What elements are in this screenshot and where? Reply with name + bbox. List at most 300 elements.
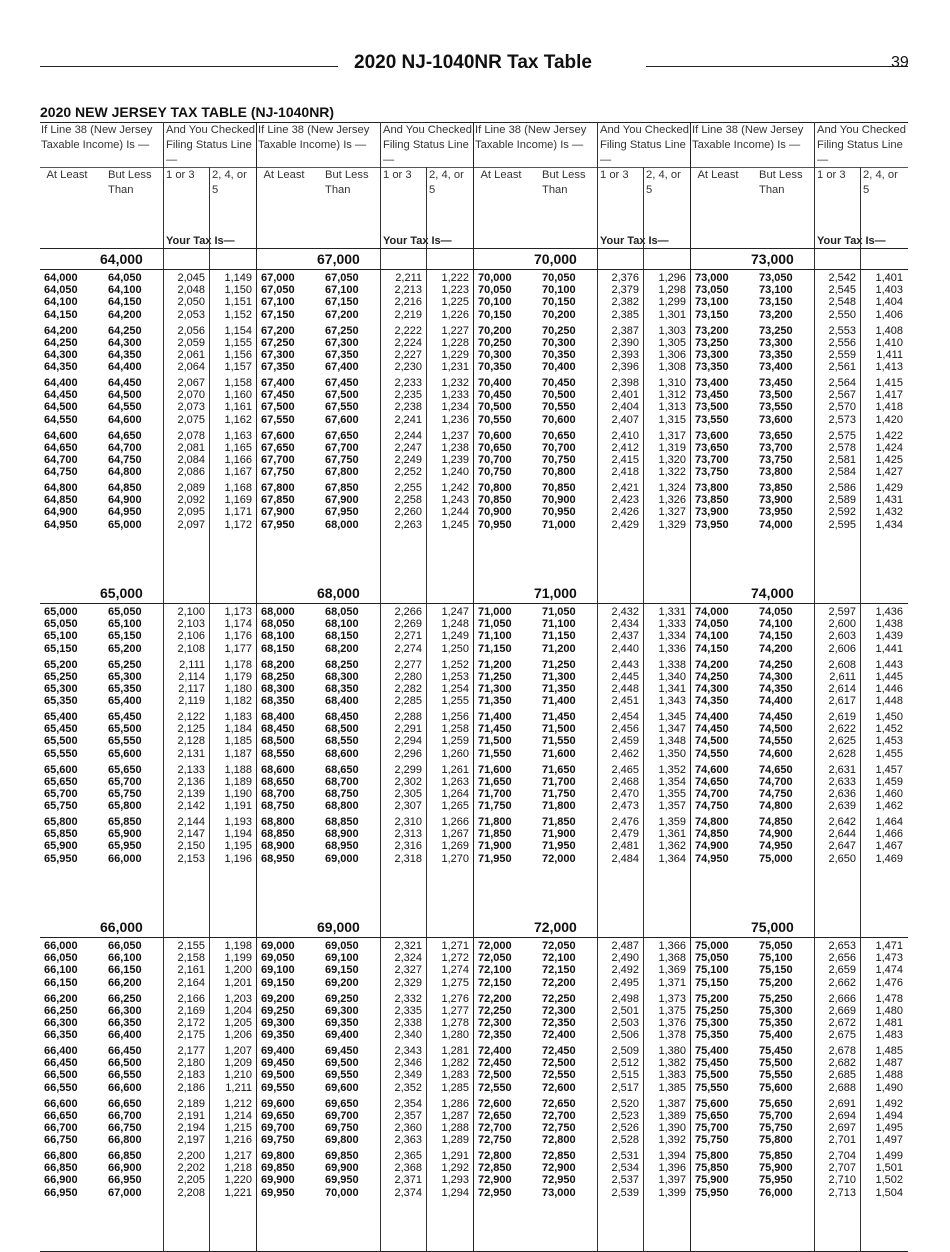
but-less-than-value: 66,500 (108, 1057, 142, 1070)
but-less-than-value: 73,300 (759, 336, 793, 349)
tax-status-1-3: 2,266 (394, 606, 422, 618)
row-group (40, 1148, 257, 1201)
row-group (691, 814, 908, 867)
but-less-than-value: 69,400 (325, 1029, 359, 1042)
table-row (691, 401, 908, 413)
but-less-than-value: 68,450 (325, 711, 359, 723)
tax-status-1-3: 2,365 (394, 1150, 422, 1162)
tax-status-2-4-5: 1,248 (441, 618, 469, 631)
tax-status-2-4-5: 1,467 (875, 840, 903, 853)
row-group (474, 657, 691, 710)
table-row (257, 776, 474, 788)
table-row (691, 711, 908, 723)
table-row (257, 735, 474, 747)
section-label: 68,000 (317, 585, 360, 601)
but-less-than-value: 64,750 (108, 453, 142, 466)
table-row (257, 828, 474, 840)
table-row (474, 800, 691, 812)
at-least-value: 66,550 (44, 1081, 78, 1094)
tax-status-1-3: 2,343 (394, 1045, 422, 1057)
at-least-value: 75,600 (695, 1097, 729, 1110)
table-row (40, 1174, 257, 1186)
tax-status-1-3: 2,084 (177, 453, 205, 466)
at-least-value: 68,800 (261, 816, 295, 828)
table-row (257, 630, 474, 642)
but-less-than-value: 71,400 (542, 695, 576, 708)
tax-status-2-4-5: 1,239 (441, 453, 469, 466)
table-column (257, 122, 474, 1251)
tax-status-1-3: 2,249 (394, 453, 422, 466)
tax-status-2-4-5: 1,497 (875, 1134, 903, 1147)
tax-status-1-3: 2,089 (177, 482, 205, 494)
tax-status-2-4-5: 1,238 (441, 441, 469, 454)
table-row (474, 1045, 691, 1057)
but-less-than-value: 69,100 (325, 952, 359, 965)
tax-status-1-3: 2,294 (394, 735, 422, 748)
but-less-than-value: 72,100 (542, 952, 576, 965)
tax-status-1-3: 2,108 (177, 642, 205, 655)
at-least-value: 65,600 (44, 763, 78, 776)
but-less-than-value: 72,300 (542, 1004, 576, 1017)
but-less-than-value: 73,700 (759, 441, 793, 454)
tax-status-1-3: 2,666 (828, 992, 856, 1005)
table-row (40, 454, 257, 466)
at-least-value: 64,650 (44, 441, 78, 454)
at-least-value: 65,000 (44, 606, 78, 618)
at-least-value: 72,050 (478, 952, 512, 965)
tax-status-1-3: 2,241 (394, 413, 422, 426)
tax-status-2-4-5: 1,250 (441, 642, 469, 655)
tax-status-2-4-5: 1,424 (875, 441, 903, 454)
tax-status-2-4-5: 1,189 (224, 775, 252, 788)
tax-status-1-3: 2,573 (828, 413, 856, 426)
tax-status-2-4-5: 1,466 (875, 828, 903, 841)
but-less-than-value: 69,550 (325, 1069, 359, 1082)
table-row (257, 723, 474, 735)
tax-status-2-4-5: 1,258 (441, 723, 469, 736)
tax-status-2-4-5: 1,432 (875, 506, 903, 519)
tax-status-1-3: 2,440 (611, 642, 639, 655)
at-least-value: 64,750 (44, 466, 78, 479)
but-less-than-value: 70,200 (542, 308, 576, 321)
table-row (474, 325, 691, 337)
tax-status-1-3: 2,631 (828, 763, 856, 776)
tax-status-1-3: 2,707 (828, 1162, 856, 1175)
tax-status-2-4-5: 1,291 (441, 1150, 469, 1162)
tax-status-2-4-5: 1,480 (875, 1004, 903, 1017)
tax-status-1-3: 2,128 (177, 735, 205, 748)
tax-status-2-4-5: 1,299 (658, 296, 686, 309)
at-least-value: 71,600 (478, 763, 512, 776)
row-group (691, 938, 908, 991)
table-row (40, 828, 257, 840)
table-row (257, 1069, 474, 1081)
tax-status-1-3: 2,659 (828, 964, 856, 977)
but-less-than-value: 73,600 (759, 413, 793, 426)
table-row (691, 337, 908, 349)
tax-status-1-3: 2,117 (178, 682, 205, 695)
tax-status-2-4-5: 1,305 (658, 336, 686, 349)
table-row (474, 454, 691, 466)
but-less-than-value: 65,150 (108, 630, 142, 643)
but-less-than-value: 70,700 (542, 441, 576, 454)
but-less-than-value: 73,050 (759, 272, 793, 284)
table-row (40, 272, 257, 284)
but-less-than-value: 70,350 (542, 348, 576, 361)
but-less-than-value: 66,300 (108, 1004, 142, 1017)
but-less-than-value: 68,500 (325, 723, 359, 736)
tax-status-2-4-5: 1,259 (441, 735, 469, 748)
tax-status-2-4-5: 1,296 (658, 272, 686, 284)
at-least-value: 75,650 (695, 1109, 729, 1122)
row-group (474, 709, 691, 762)
header-bottom-rule (40, 248, 908, 249)
at-least-value: 66,850 (44, 1162, 78, 1175)
table-row (257, 1045, 474, 1057)
row-group (474, 1096, 691, 1149)
tax-status-2-4-5: 1,343 (658, 695, 686, 708)
table-row (691, 309, 908, 321)
but-less-than-value: 74,200 (759, 642, 793, 655)
but-less-than-value: 73,900 (759, 494, 793, 507)
table-row (40, 993, 257, 1005)
at-least-value: 73,250 (695, 336, 729, 349)
table-subtitle: 2020 NEW JERSEY TAX TABLE (NJ-1040NR) (40, 104, 335, 120)
but-less-than-value: 68,150 (325, 630, 359, 643)
at-least-value: 67,400 (261, 377, 295, 389)
table-row (40, 1150, 257, 1162)
table-row (474, 1122, 691, 1134)
table-row (474, 748, 691, 760)
table-row (40, 748, 257, 760)
at-least-value: 70,600 (478, 429, 512, 442)
table-row (40, 389, 257, 401)
tax-status-1-3: 2,429 (611, 518, 639, 531)
column-header (40, 122, 257, 249)
tax-status-2-4-5: 1,382 (658, 1057, 686, 1070)
but-less-than-value: 67,700 (325, 441, 359, 454)
but-less-than-value: 71,200 (542, 642, 576, 655)
tax-status-1-3: 2,233 (394, 377, 422, 389)
tax-status-2-4-5: 1,152 (224, 308, 252, 321)
at-least-value: 72,150 (478, 976, 512, 989)
status-1-or-3-header: 1 or 3 (817, 169, 846, 181)
at-least-value: 66,750 (44, 1134, 78, 1147)
tax-status-2-4-5: 1,373 (658, 992, 686, 1005)
tax-status-1-3: 2,575 (828, 429, 856, 442)
but-less-than-value: 69,500 (325, 1057, 359, 1070)
but-less-than-value: 69,000 (325, 852, 359, 865)
tax-status-1-3: 2,133 (177, 763, 205, 776)
at-least-value: 67,450 (261, 389, 295, 402)
table-row (691, 519, 908, 531)
tax-status-2-4-5: 1,392 (658, 1134, 686, 1147)
but-less-than-value: 68,950 (325, 840, 359, 853)
tax-status-2-4-5: 1,229 (441, 348, 469, 361)
section-label: 75,000 (751, 919, 794, 935)
at-least-value: 73,550 (695, 413, 729, 426)
tax-status-1-3: 2,180 (177, 1057, 205, 1070)
row-group (40, 991, 257, 1044)
tax-status-1-3: 2,288 (394, 711, 422, 723)
tax-status-2-4-5: 1,198 (224, 940, 252, 952)
section-heading (40, 917, 257, 938)
tax-status-2-4-5: 1,333 (658, 618, 686, 631)
tax-status-1-3: 2,537 (611, 1174, 639, 1187)
at-least-value: 73,700 (695, 453, 729, 466)
at-least-value: 72,700 (478, 1121, 512, 1134)
at-least-value: 64,250 (44, 336, 78, 349)
tax-status-2-4-5: 1,266 (441, 816, 469, 828)
tax-status-2-4-5: 1,495 (875, 1121, 903, 1134)
section-heading (474, 249, 691, 270)
table-row (691, 466, 908, 478)
tax-status-2-4-5: 1,459 (875, 775, 903, 788)
tax-status-1-3: 2,512 (611, 1057, 639, 1070)
tax-status-1-3: 2,595 (828, 518, 856, 531)
but-less-than-value: 70,950 (542, 506, 576, 519)
row-group (474, 1148, 691, 1201)
row-group (691, 1043, 908, 1096)
at-least-value: 73,950 (695, 518, 729, 531)
tax-status-2-4-5: 1,179 (224, 670, 252, 683)
table-row (257, 401, 474, 413)
but-less-than-value: 74,850 (759, 816, 793, 828)
table-row (257, 1174, 474, 1186)
but-less-than-value: 71,750 (542, 787, 576, 800)
tax-status-2-4-5: 1,222 (441, 272, 469, 284)
tax-status-1-3: 2,517 (611, 1081, 639, 1094)
at-least-value: 73,150 (695, 308, 729, 321)
tax-status-1-3: 2,492 (611, 964, 639, 977)
but-less-than-value: 67,200 (325, 308, 359, 321)
tax-status-2-4-5: 1,341 (658, 682, 686, 695)
table-row (474, 337, 691, 349)
at-least-value: 73,350 (695, 361, 729, 374)
tax-status-2-4-5: 1,185 (224, 735, 252, 748)
tax-status-1-3: 2,495 (611, 976, 639, 989)
but-less-than-value: 65,050 (108, 606, 142, 618)
tax-status-2-4-5: 1,158 (224, 377, 252, 389)
table-row (257, 454, 474, 466)
table-row (40, 643, 257, 655)
table-row (40, 977, 257, 989)
tax-status-2-4-5: 1,244 (441, 506, 469, 519)
but-less-than-value: 66,850 (108, 1150, 142, 1162)
at-least-value: 66,150 (44, 976, 78, 989)
at-least-value: 66,650 (44, 1109, 78, 1122)
but-less-than-value: 74,750 (759, 787, 793, 800)
but-less-than-value: 64,100 (108, 284, 142, 297)
tax-status-1-3: 2,639 (828, 800, 856, 813)
table-row (40, 349, 257, 361)
tax-status-2-4-5: 1,283 (441, 1069, 469, 1082)
tax-status-1-3: 2,459 (611, 735, 639, 748)
tax-status-1-3: 2,172 (177, 1016, 205, 1029)
but-less-than-value: 64,900 (108, 494, 142, 507)
tax-status-2-4-5: 1,415 (875, 377, 903, 389)
tax-status-1-3: 2,468 (611, 775, 639, 788)
but-less-than-header: But Less Than (542, 169, 586, 196)
at-least-value: 66,950 (44, 1186, 78, 1199)
table-row (474, 389, 691, 401)
row-group (40, 375, 257, 428)
tax-status-1-3: 2,564 (828, 377, 856, 389)
tax-status-2-4-5: 1,264 (441, 787, 469, 800)
tax-status-1-3: 2,153 (177, 852, 205, 865)
tax-status-1-3: 2,368 (394, 1162, 422, 1175)
but-less-than-value: 69,350 (325, 1016, 359, 1029)
at-least-value: 70,750 (478, 466, 512, 479)
but-less-than-value: 64,700 (108, 441, 142, 454)
tax-status-2-4-5: 1,215 (224, 1121, 252, 1134)
table-row (691, 389, 908, 401)
tax-status-2-4-5: 1,285 (441, 1081, 469, 1094)
table-row (691, 325, 908, 337)
at-least-value: 69,500 (261, 1069, 295, 1082)
tax-status-2-4-5: 1,366 (658, 940, 686, 952)
tax-status-2-4-5: 1,327 (658, 506, 686, 519)
at-least-value: 66,500 (44, 1069, 78, 1082)
header-inner-rule (257, 167, 474, 168)
at-least-value: 68,400 (261, 711, 295, 723)
row-group (691, 709, 908, 762)
at-least-value: 71,550 (478, 747, 512, 760)
at-least-value: 74,450 (695, 723, 729, 736)
table-row (257, 377, 474, 389)
but-less-than-value: 70,600 (542, 413, 576, 426)
table-row (257, 618, 474, 630)
table-row (474, 272, 691, 284)
at-least-value: 65,350 (44, 695, 78, 708)
tax-status-2-4-5: 1,445 (875, 670, 903, 683)
table-row (691, 1134, 908, 1146)
tax-status-1-3: 2,139 (177, 787, 205, 800)
but-less-than-value: 67,600 (325, 413, 359, 426)
tax-status-1-3: 2,498 (611, 992, 639, 1005)
table-row (691, 800, 908, 812)
table-row (257, 1098, 474, 1110)
tax-status-1-3: 2,271 (394, 630, 422, 643)
but-less-than-value: 64,650 (108, 429, 142, 442)
tax-status-1-3: 2,177 (177, 1045, 205, 1057)
tax-status-1-3: 2,606 (828, 642, 856, 655)
table-row (257, 284, 474, 296)
at-least-value: 70,800 (478, 482, 512, 494)
at-least-value: 67,900 (261, 506, 295, 519)
tax-status-1-3: 2,277 (394, 658, 422, 671)
tax-status-2-4-5: 1,288 (441, 1121, 469, 1134)
but-less-than-value: 75,950 (759, 1174, 793, 1187)
tax-status-1-3: 2,371 (394, 1174, 422, 1187)
but-less-than-value: 70,100 (542, 284, 576, 297)
tax-status-2-4-5: 1,226 (441, 308, 469, 321)
table-row (691, 618, 908, 630)
at-least-value: 72,200 (478, 992, 512, 1005)
at-least-value: 70,650 (478, 441, 512, 454)
at-least-value: 70,050 (478, 284, 512, 297)
but-less-than-value: 75,800 (759, 1134, 793, 1147)
tax-status-2-4-5: 1,462 (875, 800, 903, 813)
table-row (257, 853, 474, 865)
at-least-value: 73,500 (695, 401, 729, 414)
tax-status-2-4-5: 1,212 (224, 1097, 252, 1110)
table-row (257, 1134, 474, 1146)
tax-status-2-4-5: 1,502 (875, 1174, 903, 1187)
tax-status-2-4-5: 1,223 (441, 284, 469, 297)
tax-status-1-3: 2,194 (177, 1121, 205, 1134)
at-least-value: 74,250 (695, 670, 729, 683)
table-row (40, 325, 257, 337)
tax-status-2-4-5: 1,352 (658, 763, 686, 776)
but-less-than-value: 67,750 (325, 453, 359, 466)
table-row (691, 828, 908, 840)
but-less-than-value: 70,300 (542, 336, 576, 349)
row-group (40, 657, 257, 710)
table-row (691, 776, 908, 788)
tax-status-2-4-5: 1,194 (224, 828, 252, 841)
tax-status-1-3: 2,247 (394, 441, 422, 454)
but-less-than-value: 69,600 (325, 1081, 359, 1094)
tax-status-2-4-5: 1,410 (875, 336, 903, 349)
tax-status-1-3: 2,462 (611, 747, 639, 760)
table-row (474, 828, 691, 840)
tax-status-2-4-5: 1,422 (875, 429, 903, 442)
tax-status-1-3: 2,227 (394, 348, 422, 361)
at-least-value: 74,850 (695, 828, 729, 841)
tax-status-2-4-5: 1,187 (224, 747, 252, 760)
tax-status-2-4-5: 1,408 (875, 324, 903, 337)
table-row (257, 1110, 474, 1122)
at-least-header: At Least (697, 169, 739, 181)
income-section (474, 249, 691, 583)
tax-status-1-3: 2,470 (611, 787, 639, 800)
tax-status-1-3: 2,158 (177, 952, 205, 965)
page-number: 39 (891, 54, 909, 71)
tax-status-1-3: 2,682 (828, 1057, 856, 1070)
header-rule-left (40, 66, 338, 67)
tax-status-1-3: 2,161 (177, 964, 205, 977)
but-less-than-value: 68,850 (325, 816, 359, 828)
status-2-4-5-header: 2, 4, or 5 (646, 169, 681, 196)
tax-status-2-4-5: 1,457 (875, 763, 903, 776)
at-least-value: 65,750 (44, 800, 78, 813)
tax-status-1-3: 2,539 (611, 1186, 639, 1199)
at-least-value: 72,550 (478, 1081, 512, 1094)
but-less-than-value: 73,100 (759, 284, 793, 297)
table-row (474, 1082, 691, 1094)
tax-status-1-3: 2,142 (177, 800, 205, 813)
but-less-than-value: 68,700 (325, 775, 359, 788)
tax-status-1-3: 2,628 (828, 747, 856, 760)
but-less-than-value: 65,700 (108, 775, 142, 788)
tax-status-1-3: 2,445 (611, 670, 639, 683)
table-row (257, 840, 474, 852)
table-row (691, 1005, 908, 1017)
tax-status-1-3: 2,528 (611, 1134, 639, 1147)
tax-status-2-4-5: 1,338 (658, 658, 686, 671)
at-least-value: 70,550 (478, 413, 512, 426)
but-less-than-value: 65,800 (108, 800, 142, 813)
table-row (474, 1162, 691, 1174)
tax-status-1-3: 2,688 (828, 1081, 856, 1094)
at-least-value: 75,300 (695, 1016, 729, 1029)
at-least-value: 70,000 (478, 272, 512, 284)
header-inner-rule (40, 167, 257, 168)
table-row (691, 1045, 908, 1057)
tax-status-1-3: 2,418 (611, 466, 639, 479)
but-less-than-value: 65,300 (108, 670, 142, 683)
